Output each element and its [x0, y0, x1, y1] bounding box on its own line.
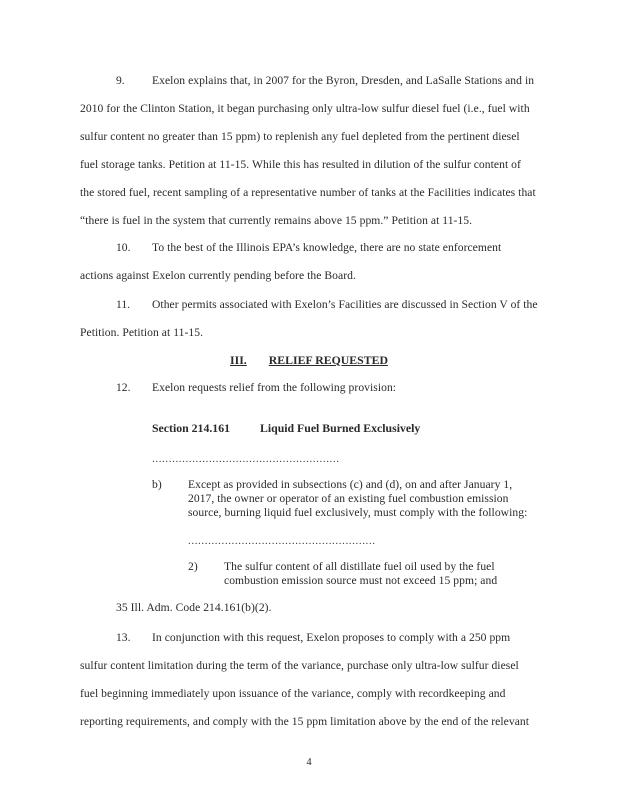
item-2-line-1: The sulfur content of all distillate fuel oil used by the fuel	[224, 560, 495, 573]
provision-citation: 35 Ill. Adm. Code 214.161(b)(2).	[116, 601, 272, 614]
paragraph-9-line-6: “there is fuel in the system that currently remains above 15 ppm.” Petition at 11-15.	[80, 214, 473, 227]
paragraph-10-number: 10.	[116, 241, 131, 254]
paragraph-13-line-2: sulfur content limitation during the term of the variance, purchase only ultra-low sulfur diesel	[80, 659, 519, 672]
paragraph-13-number: 13.	[116, 631, 131, 644]
provision-section-title: Liquid Fuel Burned Exclusively	[260, 421, 421, 435]
item-b-label: b)	[152, 478, 162, 491]
paragraph-13-line-3: fuel beginning immediately upon issuance of the variance, comply with recordkeeping and	[80, 687, 506, 700]
paragraph-9-line-3: sulfur content no greater than 15 ppm) to replenish any fuel depleted from the pertinent diesel	[80, 130, 520, 143]
section-title: RELIEF REQUESTED	[268, 353, 388, 367]
section-numeral: III.	[230, 353, 247, 367]
paragraph-9-line-2: 2010 for the Clinton Station, it began purchasing only ultra-low sulfur diesel fuel (i.e., fuel with	[80, 102, 530, 115]
paragraph-9-number: 9.	[116, 74, 125, 87]
paragraph-9-line-5: the stored fuel, recent sampling of a representative number of tanks at the Facilities indicates that	[80, 186, 536, 199]
ellipsis-divider-2: ........................................................	[188, 535, 376, 547]
provision-section-number: Section 214.161	[152, 421, 230, 435]
paragraph-9-line-4: fuel storage tanks. Petition at 11-15. While this has resulted in dilution of the sulfur content of	[80, 158, 521, 171]
item-b-line-1: Except as provided in subsections (c) and (d), on and after January 1,	[188, 478, 513, 491]
paragraph-13-line-4: reporting requirements, and comply with the 15 ppm limitation above by the end of the relevant	[80, 715, 530, 728]
section-heading	[0, 353, 618, 368]
page-number: 4	[306, 757, 312, 768]
item-b-line-2: 2017, the owner or operator of an existing fuel combustion emission	[188, 492, 509, 505]
paragraph-11-line-2: Petition. Petition at 11-15.	[80, 326, 204, 339]
paragraph-12-text: Exelon requests relief from the following provision:	[152, 381, 397, 394]
item-b-line-3: source, burning liquid fuel exclusively, must comply with the following:	[188, 506, 528, 519]
paragraph-10-line-1: To the best of the Illinois EPA’s knowledge, there are no state enforcement	[152, 241, 502, 254]
item-2-label: 2)	[188, 560, 198, 573]
paragraph-12-number: 12.	[116, 381, 131, 394]
ellipsis-divider-1: ........................................................	[152, 453, 340, 465]
paragraph-10-line-2: actions against Exelon currently pending before the Board.	[80, 269, 356, 282]
paragraph-11-number: 11.	[116, 298, 131, 311]
paragraph-9-line-1: Exelon explains that, in 2007 for the Byron, Dresden, and LaSalle Stations and in	[152, 74, 535, 87]
item-2-line-2: combustion emission source must not exceed 15 ppm; and	[224, 574, 498, 587]
paragraph-13-line-1: In conjunction with this request, Exelon proposes to comply with a 250 ppm	[152, 631, 511, 644]
paragraph-11-line-1: Other permits associated with Exelon’s Facilities are discussed in Section V of the	[152, 298, 538, 311]
